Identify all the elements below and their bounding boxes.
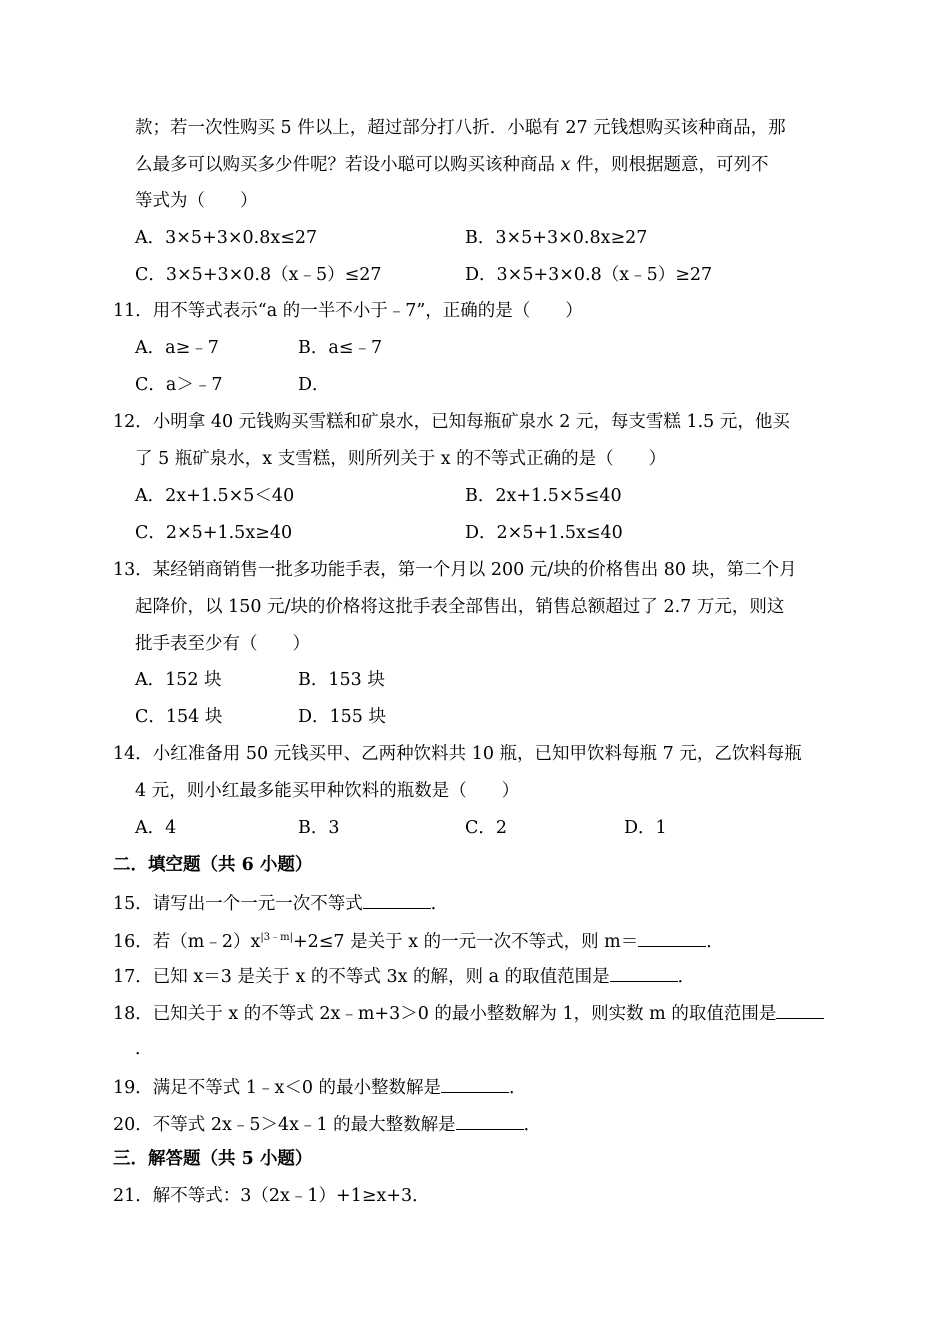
q14-line2: 4 元，则小红最多能买甲种饮料的瓶数是（ ） bbox=[135, 781, 520, 801]
q14-line1: 14．小红准备用 50 元钱买甲、乙两种饮料共 10 瓶，已知甲饮料每瓶 7 元，乙饮料每瓶 bbox=[113, 744, 802, 764]
q13-option-d[interactable]: D．155 块 bbox=[298, 707, 386, 727]
q10-option-c[interactable]: C．3×5+3×0.8（x﹣5）≤27 bbox=[135, 265, 382, 285]
q13-line2: 起降价，以 150 元/块的价格将这批手表全部售出，销售总额超过了 2.7 万元，则这 bbox=[135, 597, 785, 617]
q11-option-c[interactable]: C．a＞﹣7 bbox=[135, 375, 223, 395]
section-answer-heading: 三．解答题（共 5 小题） bbox=[113, 1149, 313, 1169]
q11-stem: 11．用不等式表示“a 的一半不小于﹣7”，正确的是（ ） bbox=[113, 301, 583, 321]
q12-line2: 了 5 瓶矿泉水，x 支雪糕，则所列关于 x 的不等式正确的是（ ） bbox=[135, 449, 667, 469]
q13-option-b[interactable]: B．153 块 bbox=[298, 670, 385, 690]
q10-line3: 等式为（ ） bbox=[135, 191, 258, 211]
q20-answer-blank[interactable] bbox=[456, 1112, 524, 1130]
q18: 18．已知关于 x 的不等式 2x﹣m+3＞0 的最小整数解为 1，则实数 m 的取值范围是 bbox=[113, 1001, 824, 1025]
q19: 19．满足不等式 1﹣x＜0 的最小整数解是 ． bbox=[113, 1075, 527, 1099]
q10-option-a[interactable]: A．3×5+3×0.8x≤27 bbox=[135, 228, 318, 248]
q10-line1: 款；若一次性购买 5 件以上，超过部分打八折．小聪有 27 元钱想购买该种商品，那 bbox=[135, 118, 786, 138]
q12-option-b[interactable]: B．2x+1.5×5≤40 bbox=[465, 486, 622, 506]
q21: 21．解不等式：3（2x﹣1）+1≥x+3． bbox=[113, 1186, 430, 1206]
q15: 15．请写出一个一元一次不等式 ． bbox=[113, 891, 448, 915]
q10-line2: 么最多可以购买多少件呢？若设小聪可以购买该种商品 x 件，则根据题意，可列不 bbox=[135, 155, 769, 175]
q12-option-d[interactable]: D．2×5+1.5x≤40 bbox=[465, 523, 623, 543]
q11-option-a[interactable]: A．a≥﹣7 bbox=[135, 338, 219, 358]
q16: 16．若$(m﹣2)x^{|3﹣m|}+2\le 7$ 是关于 x 的一元一次不等式，则 m＝ ． bbox=[113, 927, 724, 953]
q12-option-c[interactable]: C．2×5+1.5x≥40 bbox=[135, 523, 293, 543]
q14-option-c[interactable]: C．2 bbox=[465, 818, 508, 838]
q11-option-d[interactable]: D． bbox=[298, 375, 330, 395]
q14-option-b[interactable]: B．3 bbox=[298, 818, 340, 838]
q13-option-a[interactable]: A．152 块 bbox=[135, 670, 222, 690]
q10-option-b[interactable]: B．3×5+3×0.8x≥27 bbox=[465, 228, 648, 248]
q18-answer-blank[interactable] bbox=[776, 1001, 824, 1019]
q14-option-d[interactable]: D．1 bbox=[624, 818, 667, 838]
q19-answer-blank[interactable] bbox=[441, 1075, 509, 1093]
q12-line1: 12．小明拿 40 元钱购买雪糕和矿泉水，已知每瓶矿泉水 2 元，每支雪糕 1.5 元，他买 bbox=[113, 412, 790, 432]
q18-period: ． bbox=[135, 1039, 153, 1059]
q16-answer-blank[interactable] bbox=[638, 929, 706, 947]
q11-option-b[interactable]: B．a≤﹣7 bbox=[298, 338, 383, 358]
q13-line3: 批手表至少有（ ） bbox=[135, 634, 310, 654]
q20: 20．不等式 2x﹣5＞4x﹣1 的最大整数解是 ． bbox=[113, 1112, 541, 1136]
q12-option-a[interactable]: A．2x+1.5×5＜40 bbox=[135, 486, 295, 506]
q13-line1: 13．某经销商销售一批多功能手表，第一个月以 200 元/块的价格售出 80 块，第二个月 bbox=[113, 560, 797, 580]
q17-answer-blank[interactable] bbox=[610, 964, 678, 982]
q15-answer-blank[interactable] bbox=[363, 891, 431, 909]
q10-option-d[interactable]: D．3×5+3×0.8（x﹣5）≥27 bbox=[465, 265, 713, 285]
q17: 17．已知 x＝3 是关于 x 的不等式 3x 的解，则 a 的取值范围是 ． bbox=[113, 964, 695, 988]
q13-option-c[interactable]: C．154 块 bbox=[135, 707, 223, 727]
section-fill-in-heading: 二．填空题（共 6 小题） bbox=[113, 855, 313, 875]
q14-option-a[interactable]: A．4 bbox=[135, 818, 177, 838]
